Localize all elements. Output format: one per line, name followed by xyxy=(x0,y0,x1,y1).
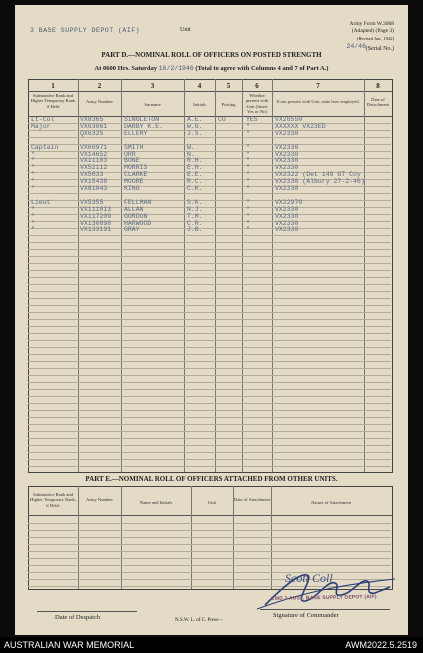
row-rule xyxy=(28,305,391,306)
cell: R.H. xyxy=(187,157,203,165)
row-rule xyxy=(28,270,391,271)
cell: " xyxy=(246,122,250,130)
row-rule xyxy=(28,424,391,425)
row-rule xyxy=(28,291,391,292)
cell: KING xyxy=(124,185,140,192)
col-number: 3 xyxy=(150,82,155,90)
col-number: 1 xyxy=(51,82,55,90)
cell: " xyxy=(246,212,250,220)
cell: Lieut xyxy=(31,198,51,206)
cell: " xyxy=(246,226,250,234)
cell: VX2330 xyxy=(275,164,299,172)
row-rule xyxy=(28,340,391,341)
part-e-header-rule xyxy=(28,515,392,516)
cell: " xyxy=(31,178,35,186)
part-e-header-nature: Nature of Attachment xyxy=(311,500,351,505)
cell: CO xyxy=(218,116,226,123)
col-header-initials: Initials xyxy=(193,102,206,107)
cell: " xyxy=(31,226,35,234)
cell: GORDON xyxy=(124,212,148,220)
part-d-subtitle xyxy=(15,65,408,72)
row-rule xyxy=(28,347,391,348)
cell: " xyxy=(246,157,250,165)
cell: CLARKE xyxy=(124,171,148,179)
row-rule xyxy=(28,544,391,545)
cell: VX5633 xyxy=(80,171,104,179)
form-line: Army Form W.3068 xyxy=(349,21,394,27)
cell: " xyxy=(246,171,250,179)
cell: W.G. xyxy=(187,122,203,130)
cell: Major xyxy=(31,122,51,130)
col-header-number: Army Number xyxy=(86,99,113,104)
cell: N. xyxy=(187,150,195,158)
cell: VX2330 xyxy=(275,205,299,213)
row-rule xyxy=(28,242,391,243)
unit-typed: 3 BASE SUPPLY DEPOT (AIF) xyxy=(30,27,141,34)
cell: ELLERY xyxy=(124,129,148,137)
row-rule xyxy=(28,375,391,376)
cell: " xyxy=(31,157,35,165)
cell: " xyxy=(246,205,250,213)
cell: VX26550 xyxy=(275,116,303,123)
cell: VX63061 xyxy=(80,122,108,130)
serial-number: 24/46 xyxy=(346,43,366,50)
cell: E.H. xyxy=(187,164,203,172)
part-e-header-name: Name and Initials xyxy=(139,500,173,505)
cell: " xyxy=(31,164,35,172)
cell: VX14652 xyxy=(80,150,108,158)
cell: VX81043 xyxy=(80,185,108,192)
row-rule xyxy=(28,466,391,467)
cell: QX6325 xyxy=(80,129,104,137)
watermark-left: AUSTRALIAN WAR MEMORIAL xyxy=(4,640,135,650)
despatch-label: Date of Despatch xyxy=(55,614,101,621)
cell: MOORE xyxy=(124,178,144,186)
cell: VX8365 xyxy=(80,116,104,123)
cell: ALLAN xyxy=(124,205,144,213)
cell: VX2330 xyxy=(275,185,299,192)
form-line: (Adapted) (Page 3) xyxy=(351,28,394,34)
col-number: 7 xyxy=(316,82,320,90)
row-rule xyxy=(28,249,391,250)
cell: VX11103 xyxy=(80,157,108,165)
row-rule xyxy=(28,389,391,390)
row-rule xyxy=(28,193,391,194)
cell: VX2322 (Det 149 GT Coy xyxy=(275,171,361,179)
cell: A.E. xyxy=(187,116,203,123)
cell: " xyxy=(246,185,250,192)
cell: VX60971 xyxy=(80,143,108,151)
cell: " xyxy=(31,171,35,179)
row-rule xyxy=(28,530,391,531)
row-rule xyxy=(28,396,391,397)
cell: DARBY K.E. xyxy=(124,122,164,130)
cell: SINGLETON xyxy=(124,116,160,123)
row-rule xyxy=(28,284,391,285)
watermark-bar xyxy=(0,637,423,653)
despatch-line xyxy=(37,611,137,612)
cell: S.K. xyxy=(187,198,203,206)
row-rule xyxy=(28,410,391,411)
cell: N.J. xyxy=(187,205,203,213)
cell: HARWOOD xyxy=(124,219,152,227)
date-typed: 16/2/1946 xyxy=(158,65,194,72)
cell: VX2330 xyxy=(275,129,299,137)
rubber-stamp: CMD 3 AUST. BASE SUPPLY DEPOT (AIF) xyxy=(270,594,377,602)
cell: " xyxy=(246,164,250,172)
row-rule xyxy=(28,431,391,432)
part-e-header-date: Date of Attachment xyxy=(234,497,270,502)
subtitle-prefix: At 0600 Hrs. Saturday xyxy=(94,65,158,72)
cell: VX2330 xyxy=(275,219,299,227)
part-e-header-rank: Substantive Rank and Higher Temporary Rank, if Held. xyxy=(30,492,76,508)
cell: " xyxy=(246,143,250,151)
form-line: (Revised Jan., 1942) xyxy=(357,36,394,41)
row-rule xyxy=(28,403,391,404)
row-rule xyxy=(28,277,391,278)
cell: ORR xyxy=(124,150,136,158)
col-number: 2 xyxy=(97,82,102,90)
cell: Lt-Col xyxy=(31,116,55,123)
col-header-employed: If not present with Unit, state how employed. xyxy=(276,99,360,104)
row-rule xyxy=(28,459,391,460)
unit-label: Unit xyxy=(180,27,191,33)
cell: VX130898 xyxy=(80,219,112,227)
row-rule xyxy=(28,445,391,446)
cell: VX2330 (Albury 27-2-46) xyxy=(275,178,365,186)
cell: VX111013 xyxy=(80,205,112,213)
cell: J.B. xyxy=(187,226,203,234)
cell: VX52112 xyxy=(80,164,108,172)
cell: " xyxy=(31,212,35,220)
cell: GRAY xyxy=(124,226,140,234)
cell: " xyxy=(31,185,35,192)
row-rule xyxy=(28,326,391,327)
cell: " xyxy=(246,150,250,158)
cell: " xyxy=(31,219,35,227)
row-rule xyxy=(28,256,391,257)
cell: MORRIS xyxy=(124,164,148,172)
cell: Captain xyxy=(31,143,59,151)
col-header-detachment: Date of Detachment xyxy=(366,97,390,108)
col-number-rule xyxy=(28,91,392,92)
row-rule xyxy=(28,263,391,264)
row-rule xyxy=(28,298,391,299)
cell: " xyxy=(246,198,250,206)
cell: " xyxy=(246,178,250,186)
cell: VX2330 xyxy=(275,212,299,220)
col-header-rank: Substantive Rank and Higher Temporary Rank if Held xyxy=(30,93,76,109)
cell: T.M. xyxy=(187,212,203,220)
cell: W. xyxy=(187,143,195,151)
cell: VX2330 xyxy=(275,143,299,151)
cell: VX133191 xyxy=(80,226,112,234)
row-rule xyxy=(28,235,391,236)
subtitle-suffix: (Total to agree with Columns 4 and 7 of Part A.) xyxy=(195,65,329,72)
col-number: 6 xyxy=(255,82,259,90)
cell: VX2330 xyxy=(275,226,299,234)
cell: C.K. xyxy=(187,185,203,192)
signature-text: Scott Coll xyxy=(285,571,333,585)
cell: VX2330 xyxy=(275,157,299,165)
watermark-right: AWM2022.5.2519 xyxy=(345,640,417,650)
printer-imprint: N.S.W. L. of C. Press— xyxy=(175,618,224,623)
row-rule xyxy=(28,319,391,320)
col-header-surname: Surname xyxy=(144,102,161,107)
cell: " xyxy=(31,205,35,213)
row-rule xyxy=(28,312,391,313)
col-number: 5 xyxy=(226,82,231,90)
row-rule xyxy=(28,333,391,334)
cell: VX2330 xyxy=(275,150,299,158)
row-rule xyxy=(28,368,391,369)
row-rule xyxy=(28,558,391,559)
cell: VX22970 xyxy=(275,198,303,206)
row-rule xyxy=(28,523,391,524)
part-e-title: PART E.—NOMINAL ROLL OF OFFICERS ATTACHED FROM OTHER UNITS. xyxy=(85,475,338,483)
row-rule xyxy=(28,551,391,552)
row-rule xyxy=(28,354,391,355)
cell: R.C. xyxy=(187,178,203,186)
cell: " xyxy=(246,219,250,227)
row-rule xyxy=(28,537,391,538)
row-rule xyxy=(28,417,391,418)
cell: FELLMAN xyxy=(124,198,152,206)
col-number: 8 xyxy=(376,82,380,90)
cell: VX5355 xyxy=(80,198,104,206)
cell: C.R. xyxy=(187,219,203,227)
cell: VX15438 xyxy=(80,178,108,186)
cell: SMITH xyxy=(124,143,144,151)
cell: XXXXXX VX23ED xyxy=(275,122,326,130)
row-rule xyxy=(28,382,391,383)
row-rule xyxy=(28,361,391,362)
form-sheet xyxy=(15,5,408,635)
col-header-posting: Posting xyxy=(221,102,236,107)
part-d-title: PART D.—NOMINAL ROLL OF OFFICERS ON POSTED STRENGTH xyxy=(101,51,322,59)
part-e-header-number: Army Number xyxy=(86,497,113,502)
cell: J.S. xyxy=(187,129,203,137)
col-number: 4 xyxy=(197,82,202,90)
cell: " xyxy=(246,129,250,137)
cell: BONE xyxy=(124,157,140,165)
serial-label: (Serial No.) xyxy=(365,46,394,52)
part-d-table xyxy=(28,79,393,473)
signature-label: Signature of Commander xyxy=(273,612,339,619)
cell: YES xyxy=(246,116,258,123)
cell: " xyxy=(31,150,35,158)
form-number xyxy=(350,21,394,42)
cell: VX117209 xyxy=(80,212,112,220)
col-header-present: Whether present with Unit (Insert Yes or No) xyxy=(245,93,269,115)
part-e-header-unit: Unit xyxy=(207,500,217,505)
row-rule xyxy=(28,438,391,439)
row-rule xyxy=(28,452,391,453)
cell: E.E. xyxy=(187,171,203,179)
